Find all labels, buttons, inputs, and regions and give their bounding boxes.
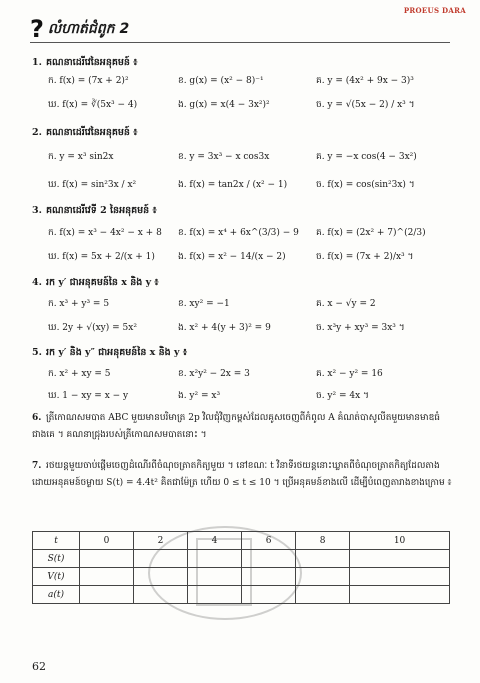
q3-prompt: 3. គណនាដេរីវេទី 2 នៃអនុគមន៍ ៖: [32, 205, 157, 216]
title-text: លំហាត់ជំពូក 2: [47, 20, 130, 37]
q3-opt-d: ឃ. f(x) = 5x + 2/(x + 1): [48, 252, 155, 262]
row-label: V(t): [33, 568, 80, 586]
q2-opt-a: ក. y = x³ sin2x: [48, 152, 114, 162]
q4-opt-b: ខ. xy² = −1: [178, 299, 230, 309]
q5-opt-b: ខ. x²y² − 2x = 3: [178, 369, 250, 379]
q5-prompt: 5. រក y′ និង y″ ជាអនុគមន៍នៃ x និង y ៖: [32, 347, 188, 358]
title-underline: [30, 42, 450, 43]
brand-header: PROEUS DARA: [403, 6, 466, 15]
chapter-title: [30, 15, 130, 43]
table-row: [33, 568, 450, 586]
q3-opt-e: ង. f(x) = x² − 14/(x − 2): [178, 252, 286, 262]
q1-prompt: 1. គណនាដេរីវេនៃអនុគមន៍ ៖: [32, 57, 138, 68]
q3-opt-f: ច. f(x) = (7x + 2)/x³ ។: [316, 252, 414, 262]
q4-opt-d: ឃ. 2y + √(xy) = 5x²: [48, 323, 137, 333]
table-cell: [296, 586, 350, 604]
table-cell: [134, 586, 188, 604]
table-header-cell: 8: [296, 532, 350, 550]
table-cell: [242, 586, 296, 604]
table-cell: [350, 568, 450, 586]
row-label: a(t): [33, 586, 80, 604]
q2-prompt: 2. គណនាដេរីវេនៃអនុគមន៍ ៖: [32, 127, 138, 138]
q1-opt-f: ច. y = √(5x − 2) / x³ ។: [316, 100, 415, 110]
q2-opt-d: ឃ. f(x) = sin²3x / x²: [48, 180, 137, 190]
table-header-cell: 6: [242, 532, 296, 550]
table-cell: [350, 550, 450, 568]
values-table: [32, 531, 450, 604]
table-header-cell: t: [33, 532, 80, 550]
q2-opt-f: ច. f(x) = cos(sin²3x) ។: [316, 180, 415, 190]
q6-number: 6.: [32, 413, 42, 423]
table-cell: [296, 568, 350, 586]
table-cell: [188, 586, 242, 604]
table-cell: [80, 586, 134, 604]
q1-opt-e: ង. g(x) = x(4 − 3x²)²: [178, 100, 270, 110]
q1-opt-d: ឃ. f(x) = ∛(5x³ − 4): [48, 100, 138, 110]
q5-opt-c: គ. x² − y² = 16: [316, 369, 383, 379]
q7-number: 7.: [32, 461, 42, 471]
q3-opt-a: ក. f(x) = x³ − 4x² − x + 8: [48, 228, 162, 238]
table-cell: [80, 550, 134, 568]
page-number: 62: [32, 660, 46, 673]
q4-opt-f: ច. x³y + xy³ = 3x³ ។: [316, 323, 405, 333]
q3-opt-c: គ. f(x) = (2x² + 7)^(2/3): [316, 228, 426, 238]
q1-opt-a: ក. f(x) = (7x + 2)²: [48, 76, 129, 86]
q3-opt-b: ខ. f(x) = x⁴ + 6x^(3/3) − 9: [178, 228, 299, 238]
q4-prompt: 4. រក y′ ជាអនុគមន៍នៃ x និង y ៖: [32, 277, 159, 288]
table-cell: [134, 550, 188, 568]
q4-opt-a: ក. x³ + y³ = 5: [48, 299, 110, 309]
table-cell: [134, 568, 188, 586]
row-label: S(t): [33, 550, 80, 568]
table-header-cell: 0: [80, 532, 134, 550]
table-header-cell: 10: [350, 532, 450, 550]
q6-text: ត្រីកោណសមបាត ABC មួយមានបរិមាត្រ 2p វិលជុំវិញកម្ពស់ដែលគូសចេញពីកំពូល A គំណត់បាសូលីតមួយមានមាឌធំជាងគេ ។ គណនាជ្រុងរបស់ត្រីកោណសមបាតនោះ ។: [32, 413, 441, 440]
q7-text: រថយន្តមួយចាប់ផ្ដើមចេញដំណើរពីចំណុចត្រាតកិត្យមួយ ។ នៅខណៈ t វិនាទីរថយន្តនោះឃ្លាតពីចំណុចត្រាតកិត្យដែលតាងដោយអនុគមន៍ចម្ងាយ S(t) = 4.4t² គិតជាម៉ែត្រ ហើយ 0 ≤ t ≤ 10 ។ ប្រើអនុគមន៍ខាងលើ ដើម្បីបំពេញតារាងខាងក្រោម ៖: [32, 461, 452, 488]
q2-opt-c: គ. y = −x cos(4 − 3x²): [316, 152, 417, 162]
table-row: [33, 550, 450, 568]
table-header-row: [33, 532, 450, 550]
q7-paragraph: [32, 458, 452, 492]
q5-opt-f: ច. y² = 4x ។: [316, 391, 369, 401]
table-cell: [188, 568, 242, 586]
q2-opt-b: ខ. y = 3x³ − x cos3x: [178, 152, 270, 162]
table-cell: [80, 568, 134, 586]
table-header-cell: 2: [134, 532, 188, 550]
table-cell: [188, 550, 242, 568]
table-cell: [242, 550, 296, 568]
table-cell: [350, 586, 450, 604]
q6-paragraph: [32, 410, 452, 444]
q5-opt-e: ង. y² = x³: [178, 391, 221, 401]
table-row: [33, 586, 450, 604]
q4-opt-e: ង. x² + 4(y + 3)² = 9: [178, 323, 271, 333]
q2-opt-e: ង. f(x) = tan2x / (x² − 1): [178, 180, 288, 190]
table-cell: [242, 568, 296, 586]
question-mark-icon: ?: [30, 15, 44, 43]
q5-opt-a: ក. x² + xy = 5: [48, 369, 111, 379]
q1-opt-c: គ. y = (4x² + 9x − 3)³: [316, 76, 414, 86]
q4-opt-c: គ. x − √y = 2: [316, 299, 376, 309]
q1-opt-b: ខ. g(x) = (x² − 8)⁻¹: [178, 76, 264, 86]
table-header-cell: 4: [188, 532, 242, 550]
q5-opt-d: ឃ. 1 − xy = x − y: [48, 391, 129, 401]
table-cell: [296, 550, 350, 568]
